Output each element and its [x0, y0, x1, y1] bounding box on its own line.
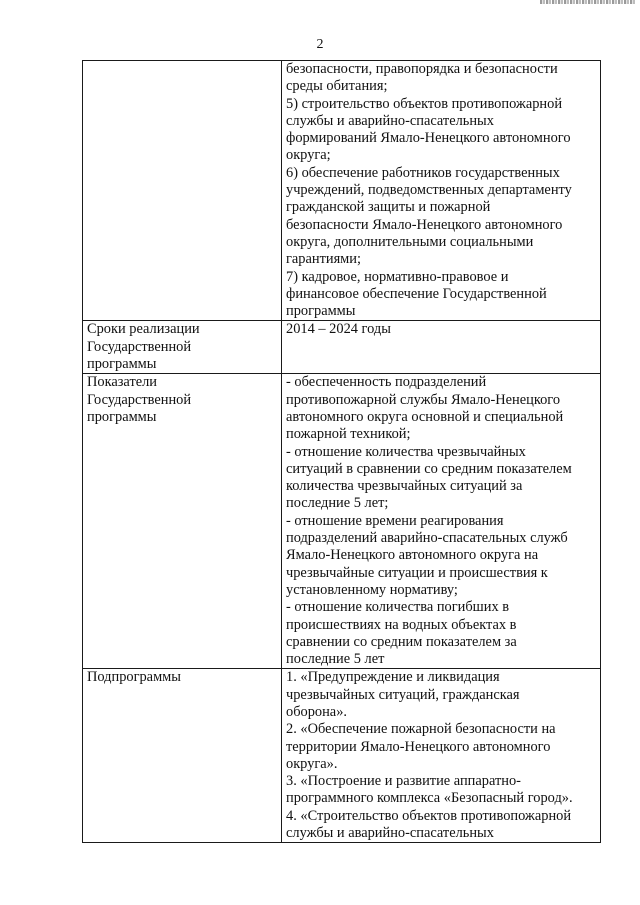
row-value-cell: [282, 374, 601, 669]
label-line: программы: [87, 356, 157, 373]
program-passport-table: [82, 60, 601, 843]
text-line: программы: [286, 303, 356, 320]
text-line: происшествиях на водных объектах в: [286, 616, 517, 633]
text-line: службы и аварийно-спасательных: [286, 112, 494, 129]
row-value-cell: [282, 321, 601, 374]
text-line: финансовое обеспечение Государственной: [286, 285, 547, 302]
text-line: среды обитания;: [286, 78, 388, 95]
text-line: - обеспеченность подразделений: [286, 374, 487, 391]
text-line: округа, дополнительными социальными: [286, 233, 534, 250]
table-row-indicators: [83, 374, 601, 669]
text-line: подразделений аварийно-спасательных служб: [286, 530, 568, 547]
text-line: безопасности Ямало-Ненецкого автономного: [286, 216, 563, 233]
table-row-subprograms: [83, 669, 601, 843]
text-line: пожарной техникой;: [286, 426, 411, 443]
text-line: округа».: [286, 755, 338, 772]
text-line: - отношение времени реагирования: [286, 512, 504, 529]
text-line: округа;: [286, 147, 331, 164]
text-line: сравнении со средним показателем за: [286, 633, 517, 650]
text-line: оборона».: [286, 703, 347, 720]
text-line: формирований Ямало-Ненецкого автономного: [286, 130, 571, 147]
text-line: чрезвычайных ситуаций, гражданская: [286, 686, 520, 703]
label-line: Сроки реализации: [87, 321, 200, 338]
row-label-cell: [83, 374, 282, 669]
text-line: установленному нормативу;: [286, 581, 458, 598]
text-line: последние 5 лет;: [286, 495, 389, 512]
label-line: Государственной: [87, 391, 192, 408]
text-line: Ямало-Ненецкого автономного округа на: [286, 547, 539, 564]
table-row-implementation-period: [83, 321, 601, 374]
text-line: программного комплекса «Безопасный город».: [286, 790, 573, 807]
text-line: учреждений, подведомственных департаменту: [286, 182, 572, 199]
text-line: ситуаций в сравнении со средним показателем: [286, 460, 572, 477]
text-line: количества чрезвычайных ситуаций за: [286, 478, 523, 495]
row-label-cell: [83, 669, 282, 843]
text-line: - отношение количества чрезвычайных: [286, 443, 526, 460]
text-line: гражданской защиты и пожарной: [286, 199, 491, 216]
text-line: 4. «Строительство объектов противопожарной: [286, 807, 572, 824]
row-label-cell: [83, 61, 282, 321]
page-number: 2: [316, 37, 324, 52]
text-line: территории Ямало-Ненецкого автономного: [286, 738, 551, 755]
label-line: Подпрограммы: [87, 669, 181, 686]
text-line: последние 5 лет: [286, 651, 385, 668]
text-line: гарантиями;: [286, 251, 361, 268]
table-row-tasks-continued: [83, 61, 601, 321]
text-line: безопасности, правопорядка и безопасности: [286, 61, 558, 77]
text-line: 1. «Предупреждение и ликвидация: [286, 669, 500, 686]
text-line: 2. «Обеспечение пожарной безопасности на: [286, 721, 556, 738]
row-value-cell: [282, 61, 601, 321]
text-line: 2014 – 2024 годы: [286, 321, 391, 338]
text-line: чрезвычайные ситуации и происшествия к: [286, 564, 548, 581]
label-line: Показатели: [87, 374, 158, 391]
text-line: 6) обеспечение работников государственных: [286, 164, 560, 181]
text-line: противопожарной службы Ямало-Ненецкого: [286, 391, 561, 408]
text-line: 7) кадровое, нормативно-правовое и: [286, 268, 509, 285]
label-line: программы: [87, 408, 157, 425]
text-line: автономного округа основной и специальной: [286, 408, 564, 425]
text-line: - отношение количества погибших в: [286, 599, 510, 616]
scan-barcode-mark: [540, 0, 635, 4]
label-line: Государственной: [87, 338, 192, 355]
text-line: 3. «Построение и развитие аппаратно-: [286, 773, 521, 790]
row-value-cell: [282, 669, 601, 843]
text-line: службы и аварийно-спасательных: [286, 825, 494, 842]
text-line: 5) строительство объектов противопожарной: [286, 95, 563, 112]
row-label-cell: [83, 321, 282, 374]
